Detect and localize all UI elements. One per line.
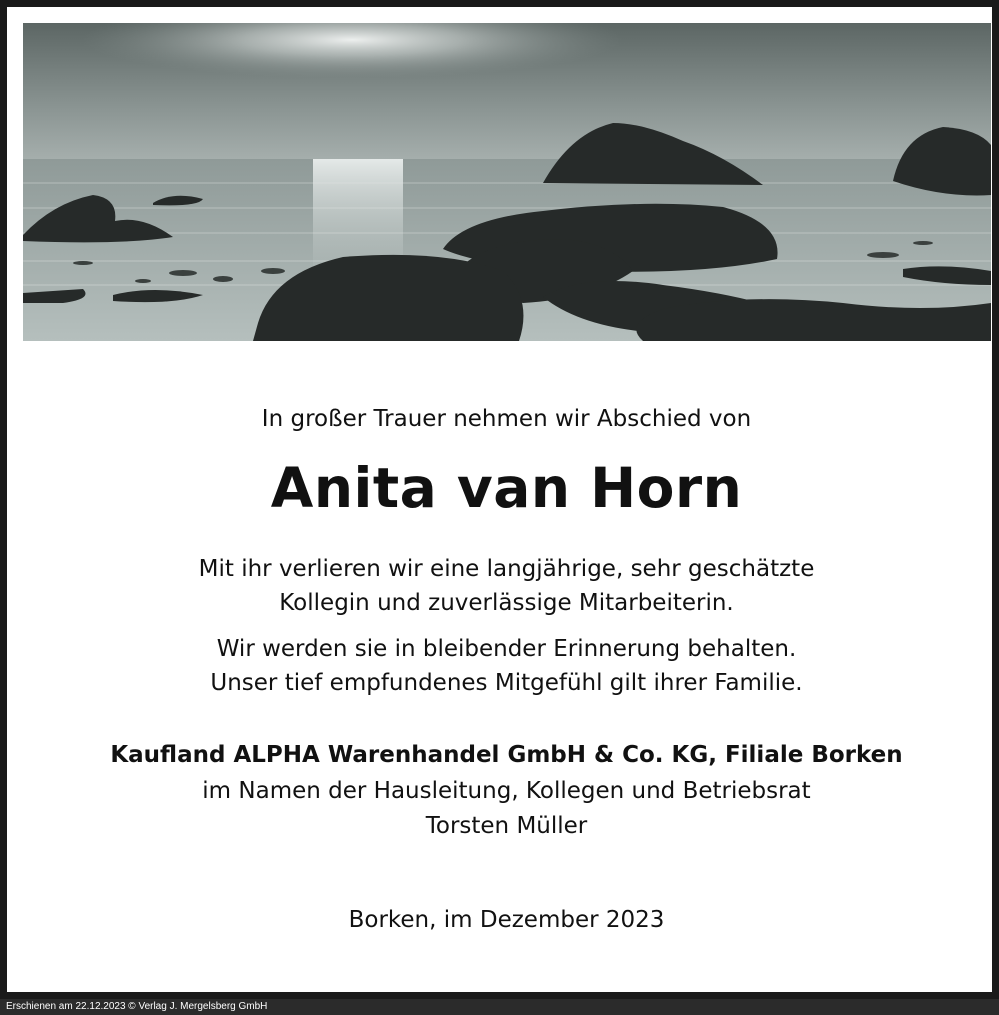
sea-rocks-photo: [23, 23, 991, 341]
on-behalf-line: im Namen der Hausleitung, Kollegen und Betriebsrat: [202, 778, 811, 804]
signer-name: Torsten Müller: [425, 813, 588, 839]
tribute-paragraph-2: [15, 632, 998, 700]
tribute-paragraph-1: [15, 552, 998, 620]
tribute-line: Unser tief empfundenes Mitgefühl gilt ihrer Familie.: [210, 670, 803, 696]
company-name: Kaufland ALPHA Warenhandel GmbH & Co. KG, Filiale Borken: [110, 742, 903, 768]
publication-footer: Erschienen am 22.12.2023 © Verlag J. Mergelsberg GmbH: [0, 999, 999, 1015]
tribute-line: Wir werden sie in bleibender Erinnerung behalten.: [216, 636, 797, 662]
sea-rocks-illustration: [23, 23, 991, 341]
deceased-name: Anita van Horn: [270, 456, 743, 520]
tribute-line: Kollegin und zuverlässige Mitarbeiterin.: [279, 590, 734, 616]
tribute-line: Mit ihr verlieren wir eine langjährige, sehr geschätzte: [198, 556, 815, 582]
intro-line: In großer Trauer nehmen wir Abschied von: [261, 406, 752, 432]
place-date: Borken, im Dezember 2023: [348, 907, 665, 933]
